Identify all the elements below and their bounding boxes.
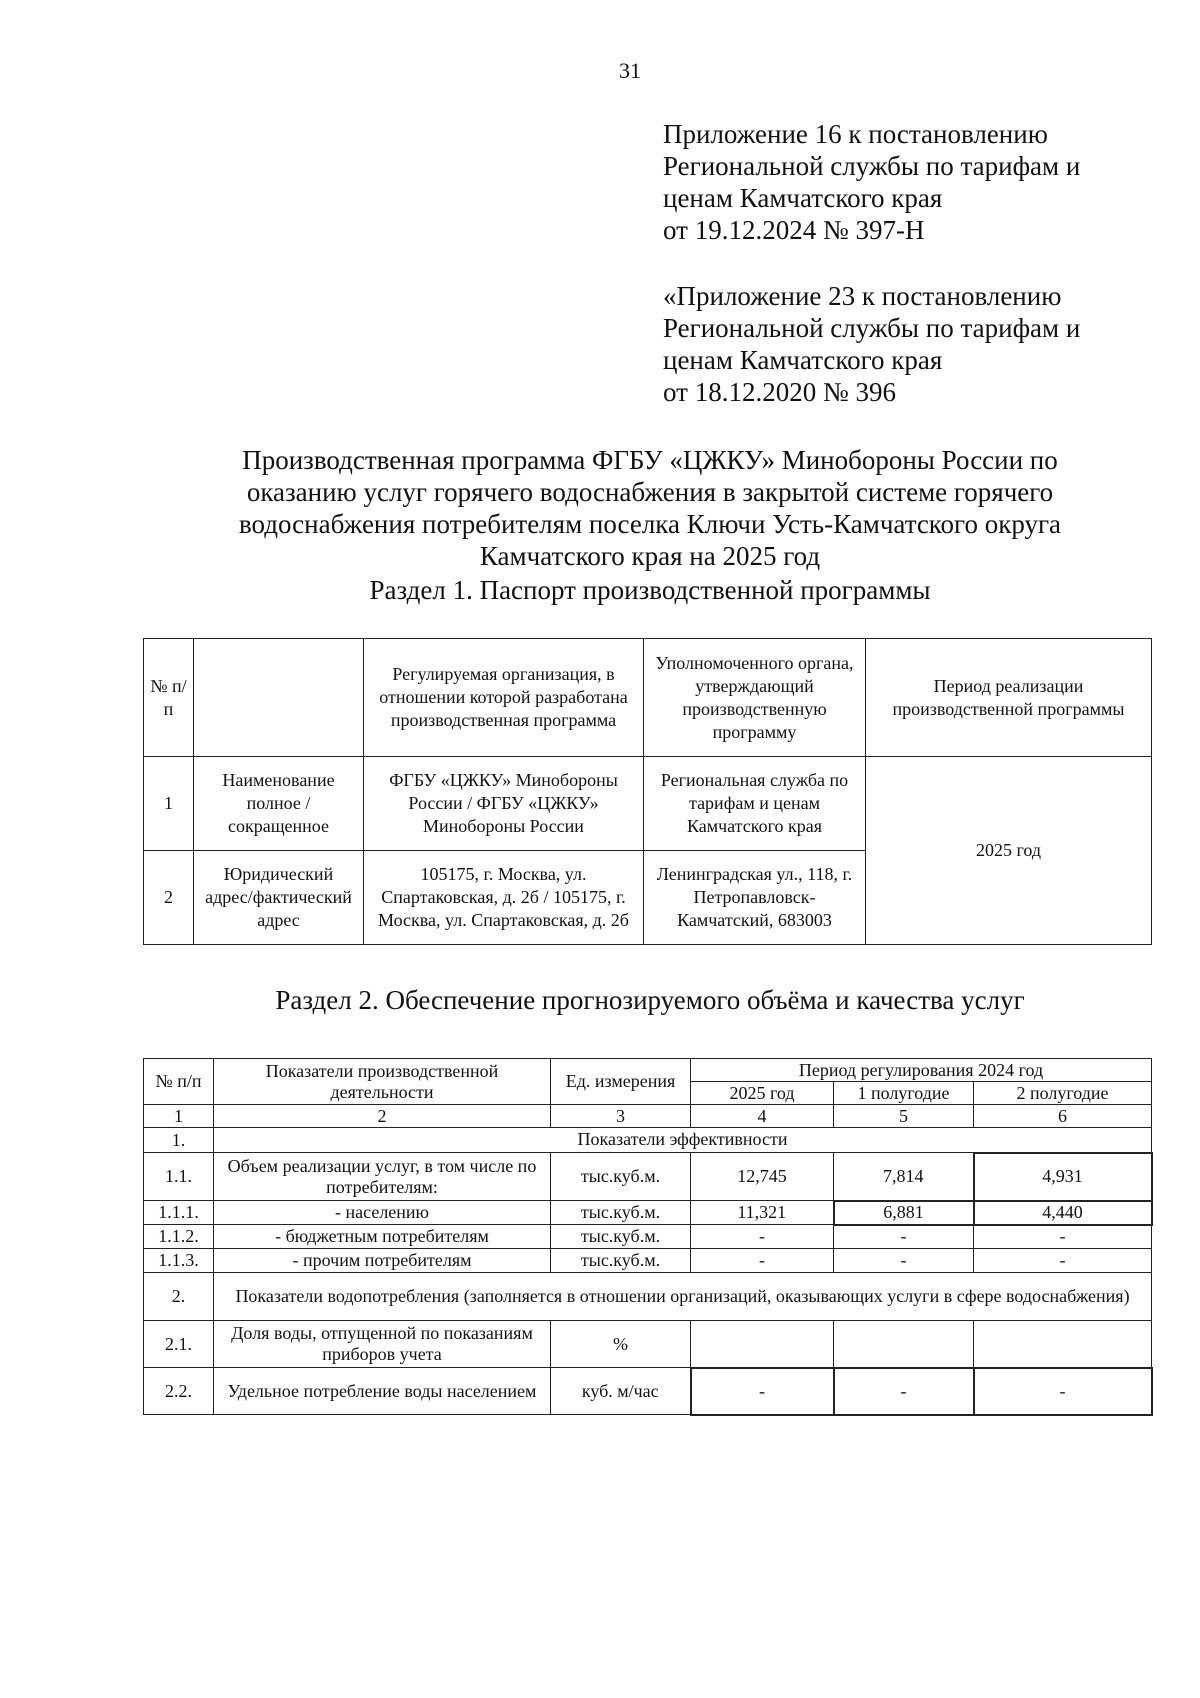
header-num: № п/п [144,639,194,757]
row-num: 1.1.3. [144,1249,214,1273]
column-number: 5 [834,1105,974,1128]
row-unit: тыс.куб.м. [551,1225,691,1249]
column-number: 3 [551,1105,691,1128]
row-num: 2.2. [144,1368,214,1415]
row-value-half-2: - [974,1225,1152,1249]
page-number: 31 [619,58,641,83]
document-title-line: Производственная программа ФГБУ «ЦЖКУ» Минобороны России по [242,445,1058,475]
row-name: Доля воды, отпущенной по показаниям приборов учета [214,1321,551,1368]
row-value-half-2: 4,931 [974,1153,1152,1201]
row-num: 1.1. [144,1153,214,1201]
row-value-year: 12,745 [691,1153,834,1201]
header-period: Период реализации производственной программы [866,639,1152,757]
appendix-original-line: от 18.12.2020 № 396 [663,377,896,407]
document-title-line: Камчатского края на 2025 год [479,541,821,571]
header-indicator: Показатели производственной деятельности [214,1059,551,1105]
group-row [144,1273,1152,1321]
row-name: - населению [214,1201,551,1225]
row-unit: тыс.куб.м. [551,1201,691,1225]
row-unit: % [551,1321,691,1368]
row-value-half-1: - [834,1368,974,1415]
column-numbers-row [144,1105,1152,1128]
row-label: Наименование полное / сокращенное [194,757,364,851]
appendix-original-line: «Приложение 23 к постановлению [663,281,1062,311]
section-1-title: Раздел 1. Паспорт производственной программы [369,575,931,605]
header-blank [194,639,364,757]
group-num: 1. [144,1128,214,1153]
row-value-half-1: 6,881 [834,1201,974,1225]
appendix-current-line: Приложение 16 к постановлению [663,119,1048,149]
row-value-year: - [691,1368,834,1415]
document-title-line: водоснабжения потребителям поселка Ключи Усть-Камчатского округа [238,509,1062,539]
row-authority: Региональная служба по тарифам и ценам Камчатского края [644,757,866,851]
passport-header-row [144,639,1152,757]
table-row [144,1225,1152,1249]
header-num: № п/п [144,1059,214,1105]
row-value-year [691,1321,834,1368]
row-num: 2 [144,851,194,945]
row-name: - прочим потребителям [214,1249,551,1273]
row-value-half-1: 7,814 [834,1153,974,1201]
row-name: Удельное потребление воды населением [214,1368,551,1415]
row-unit: куб. м/час [551,1368,691,1415]
row-value-year: - [691,1249,834,1273]
indicators-header-row [144,1059,1152,1082]
table-row [144,757,1152,851]
header-unit: Ед. измерения [551,1059,691,1105]
appendix-current [663,118,1080,246]
group-row [144,1128,1152,1153]
column-number: 6 [974,1105,1152,1128]
column-number: 4 [691,1105,834,1128]
row-unit: тыс.куб.м. [551,1249,691,1273]
row-organization: 105175, г. Москва, ул. Спартаковская, д. 2б / 105175, г. Москва, ул. Спартаковская, д. 2б [364,851,644,945]
table-row [144,1321,1152,1368]
row-value-half-1: - [834,1225,974,1249]
row-value-half-2: - [974,1368,1152,1415]
period-value: 2025 год [866,757,1152,945]
column-number: 2 [214,1105,551,1128]
row-value-year: - [691,1225,834,1249]
row-num: 1.1.2. [144,1225,214,1249]
header-year: 2025 год [691,1082,834,1105]
table-row [144,1153,1152,1201]
document-title [140,444,1160,572]
table-row [144,1249,1152,1273]
header-half-2: 2 полугодие [974,1082,1152,1105]
table-row [144,1368,1152,1415]
header-half-1: 1 полугодие [834,1082,974,1105]
row-organization: ФГБУ «ЦЖКУ» Минобороны России / ФГБУ «ЦЖКУ» Минобороны России [364,757,644,851]
row-label: Юридический адрес/фактический адрес [194,851,364,945]
row-value-year: 11,321 [691,1201,834,1225]
appendix-original-line: ценам Камчатского края [663,345,943,375]
section-2-title: Раздел 2. Обеспечение прогнозируемого объёма и качества услуг [275,985,1025,1015]
row-unit: тыс.куб.м. [551,1153,691,1201]
row-name: - бюджетным потребителям [214,1225,551,1249]
row-num: 2.1. [144,1321,214,1368]
header-organization: Регулируемая организация, в отношении которой разработана производственная программа [364,639,644,757]
appendix-current-line: Региональной службы по тарифам и [663,151,1081,181]
column-number: 1 [144,1105,214,1128]
passport-table [143,638,1152,945]
header-period: Период регулирования 2024 год [691,1059,1152,1082]
row-name: Объем реализации услуг, в том числе по потребителям: [214,1153,551,1201]
appendix-original [663,280,1080,408]
row-value-half-2: - [974,1249,1152,1273]
row-value-half-2 [974,1321,1152,1368]
row-num: 1 [144,757,194,851]
appendix-current-line: ценам Камчатского края [663,183,943,213]
appendix-original-line: Региональной службы по тарифам и [663,313,1081,343]
group-num: 2. [144,1273,214,1321]
row-value-half-1 [834,1321,974,1368]
document-title-line: оказанию услуг горячего водоснабжения в закрытой системе горячего [246,477,1054,507]
table-row [144,1201,1152,1225]
row-num: 1.1.1. [144,1201,214,1225]
row-authority: Ленинградская ул., 118, г. Петропавловск-Камчатский, 683003 [644,851,866,945]
row-value-half-2: 4,440 [974,1201,1152,1225]
indicators-table [143,1058,1153,1416]
row-value-half-1: - [834,1249,974,1273]
header-authority: Уполномоченного органа, утверждающий производственную программу [644,639,866,757]
group-title: Показатели эффективности [214,1128,1152,1153]
group-title: Показатели водопотребления (заполняется в отношении организаций, оказывающих услуги в сфере водоснабжения) [214,1273,1152,1321]
appendix-current-line: от 19.12.2024 № 397-Н [663,215,925,245]
